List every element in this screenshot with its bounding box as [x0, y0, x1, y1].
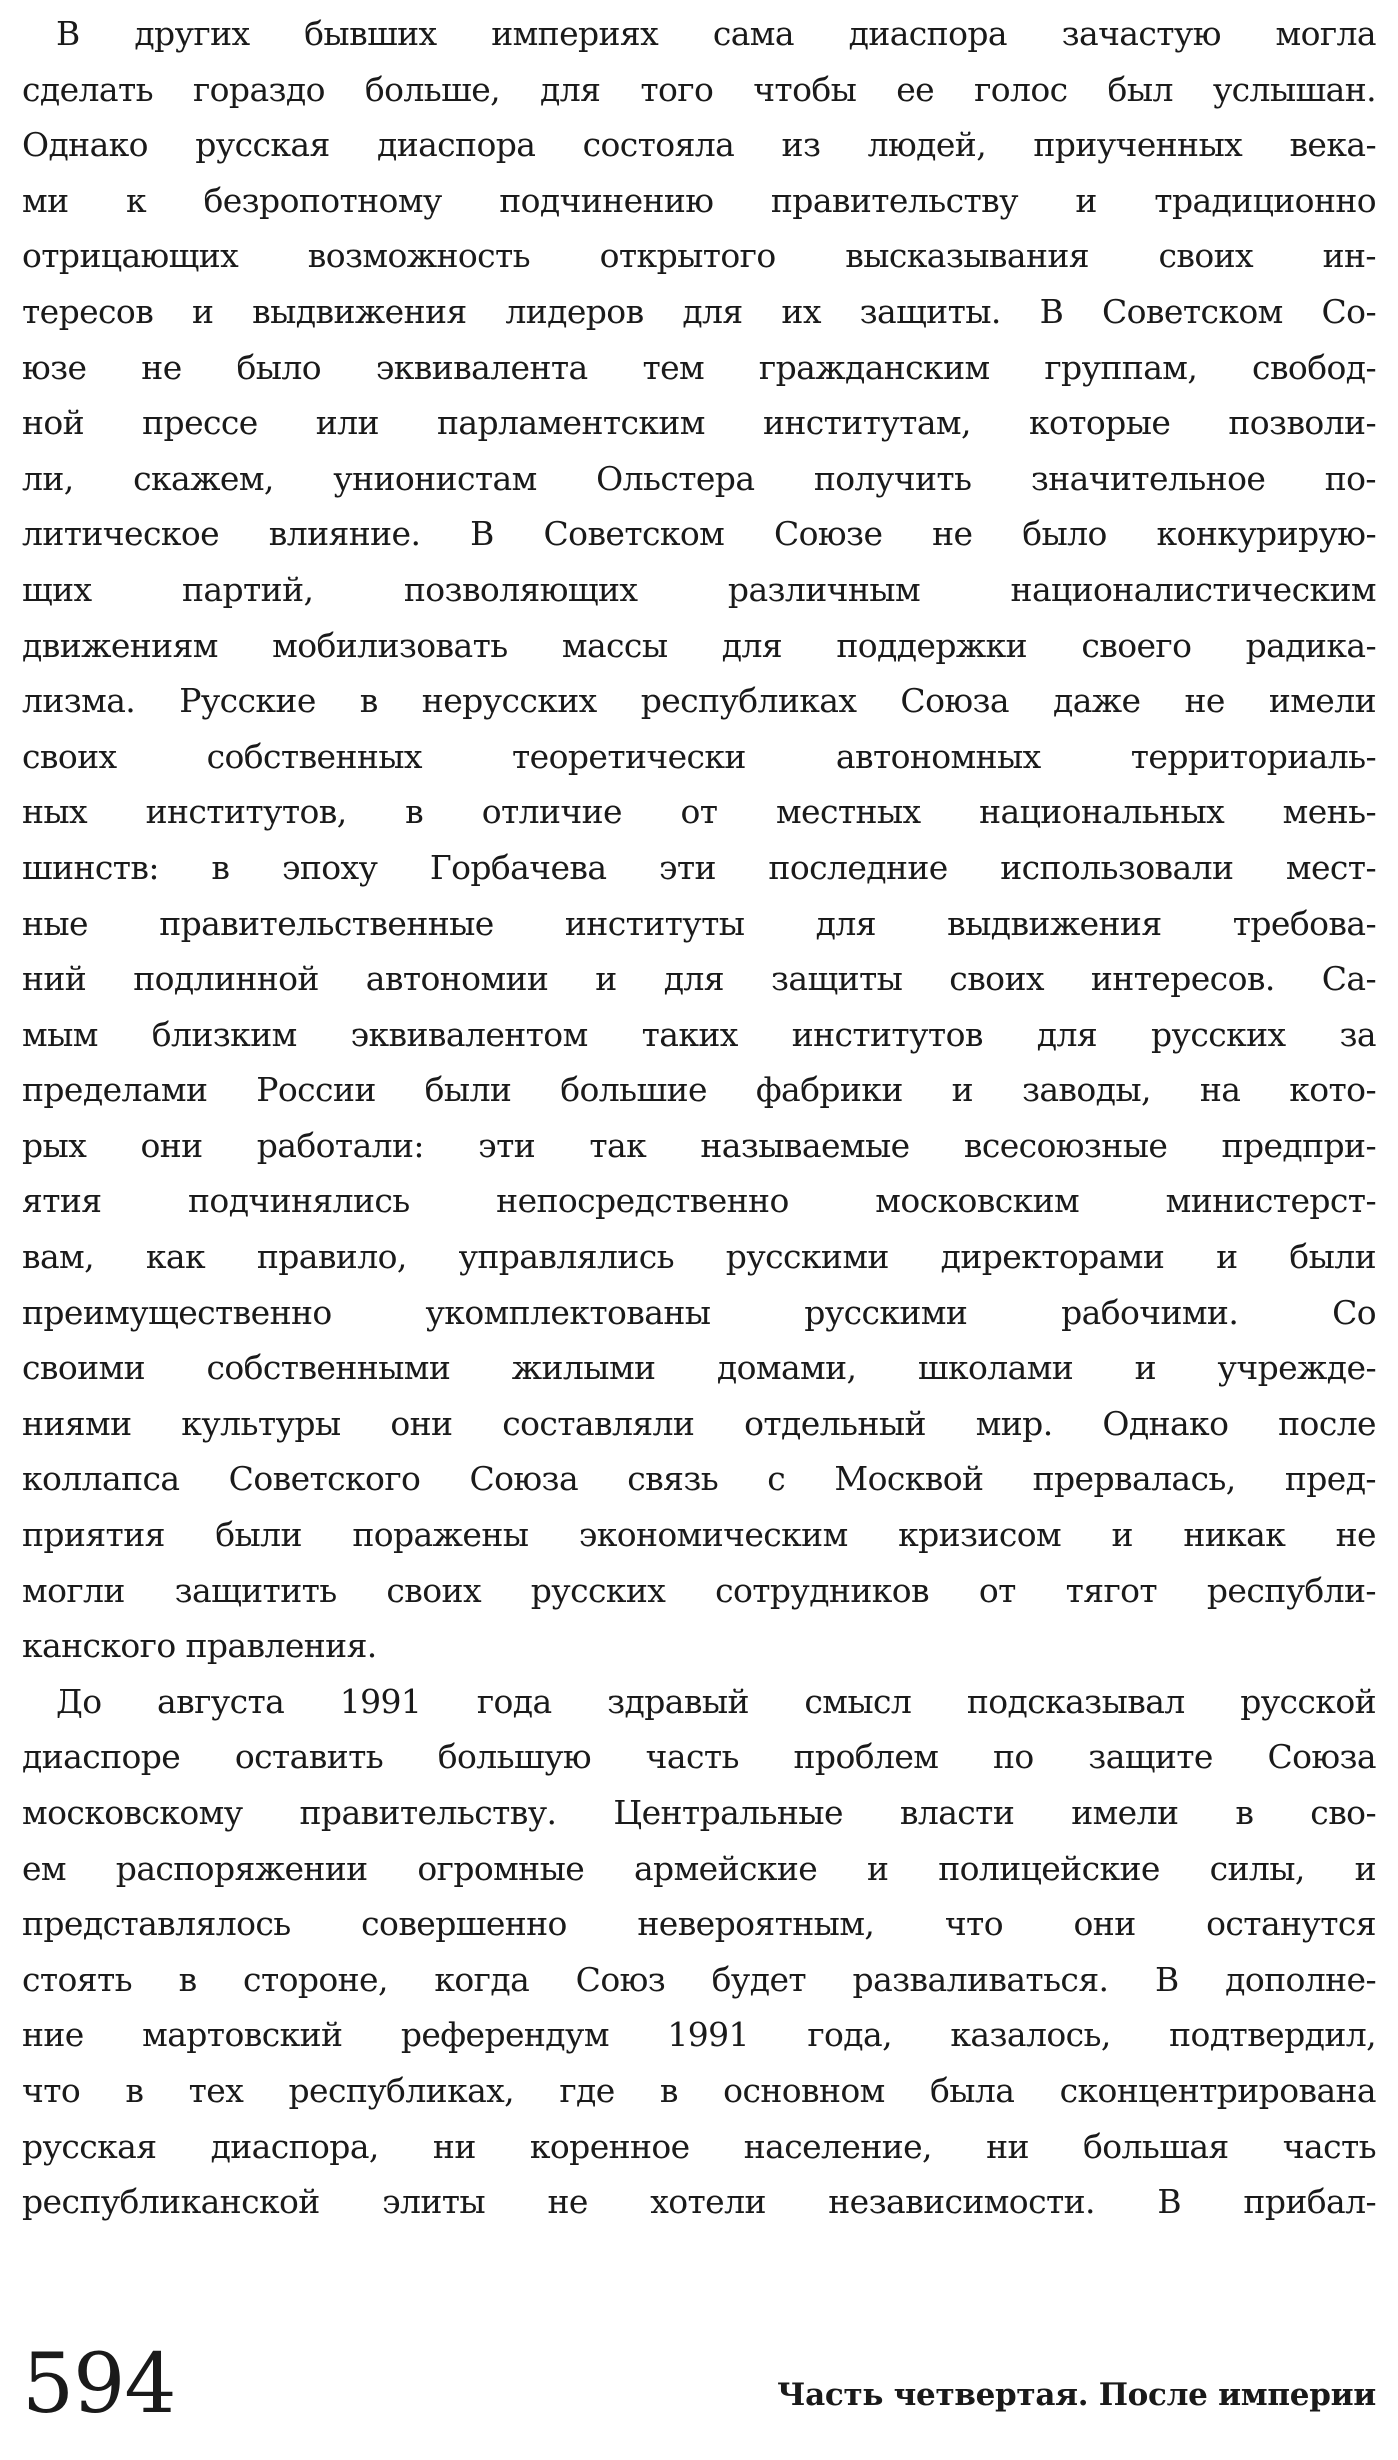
page-number: 594 [22, 2337, 176, 2432]
text-line: сделать гораздо больше, для того чтобы ее голос был услышан. [22, 69, 1376, 109]
text-line: лизма. Русские в нерусских республиках Союза даже не имели [22, 681, 1376, 721]
text-line: республиканской элиты не хотели независимости. В прибал- [22, 2182, 1376, 2222]
text-line: канского правления. [22, 1626, 377, 1666]
running-head: Часть четвертая. После империи [777, 2377, 1376, 2413]
text-line: пределами России были большие фабрики и заводы, на кото- [22, 1070, 1376, 1110]
text-line: рых они работали: эти так называемые всесоюзные предпри- [22, 1125, 1376, 1165]
text-line: ные правительственные институты для выдвижения требова- [22, 903, 1376, 943]
text-line: движениям мобилизовать массы для поддержки своего радика- [22, 625, 1376, 665]
text-line: щих партий, позволяющих различным националистическим [22, 569, 1376, 609]
text-line: отрицающих возможность открытого высказывания своих ин- [22, 236, 1376, 276]
text-line: могли защитить своих русских сотрудников от тягот республи- [22, 1570, 1376, 1610]
text-line: ной прессе или парламентским институтам, которые позволи- [22, 403, 1376, 443]
text-line: тересов и выдвижения лидеров для их защиты. В Советском Со- [22, 291, 1376, 331]
body-text [22, 6, 1376, 2230]
text-line: В других бывших империях сама диаспора зачастую могла [56, 14, 1376, 53]
text-line: что в тех республиках, где в основном была сконцентрирована [22, 2070, 1376, 2110]
text-line: представлялось совершенно невероятным, что они останутся [22, 1904, 1376, 1944]
text-line: ятия подчинялись непосредственно московским министерст- [22, 1181, 1376, 1221]
text-line: приятия были поражены экономическим кризисом и никак не [22, 1515, 1376, 1555]
text-line: ниями культуры они составляли отдельный мир. Однако после [22, 1403, 1376, 1443]
paragraph-2 [22, 1674, 1376, 2230]
text-line: вам, как правило, управлялись русскими директорами и были [22, 1237, 1376, 1277]
text-line: ние мартовский референдум 1991 года, казалось, подтвердил, [22, 2015, 1376, 2055]
text-line: ных институтов, в отличие от местных национальных мень- [22, 792, 1376, 832]
text-line: ли, скажем, унионистам Ольстера получить значительное по- [22, 458, 1376, 498]
text-line: До августа 1991 года здравый смысл подсказывал русской [56, 1681, 1376, 1721]
text-line: ми к безропотному подчинению правительству и традиционно [22, 180, 1376, 220]
text-line: шинств: в эпоху Горбачева эти последние использовали мест- [22, 847, 1376, 887]
text-line: ем распоряжении огромные армейские и полицейские силы, и [22, 1848, 1376, 1888]
text-line: своими собственными жилыми домами, школами и учрежде- [22, 1348, 1376, 1388]
page-footer [22, 2330, 1376, 2440]
text-line: литическое влияние. В Советском Союзе не было конкурирую- [22, 514, 1376, 554]
text-line: коллапса Советского Союза связь с Москвой прервалась, пред- [22, 1459, 1376, 1499]
text-line: преимущественно укомплектованы русскими рабочими. Со [22, 1292, 1376, 1332]
text-line: московскому правительству. Центральные власти имели в сво- [22, 1793, 1376, 1832]
paragraph-1 [22, 6, 1376, 1674]
text-line: русская диаспора, ни коренное население, ни большая часть [22, 2126, 1376, 2166]
text-line: юзе не было эквивалента тем гражданским группам, свобод- [22, 347, 1376, 387]
text-line: Однако русская диаспора состояла из людей, приученных века- [22, 125, 1376, 165]
text-line: диаспоре оставить большую часть проблем по защите Союза [22, 1737, 1376, 1777]
text-line: своих собственных теоретически автономных территориаль- [22, 736, 1376, 776]
text-line: мым близким эквивалентом таких институтов для русских за [22, 1014, 1376, 1054]
text-line: стоять в стороне, когда Союз будет разваливаться. В дополне- [22, 1959, 1376, 1999]
text-line: ний подлинной автономии и для защиты своих интересов. Са- [22, 959, 1376, 999]
